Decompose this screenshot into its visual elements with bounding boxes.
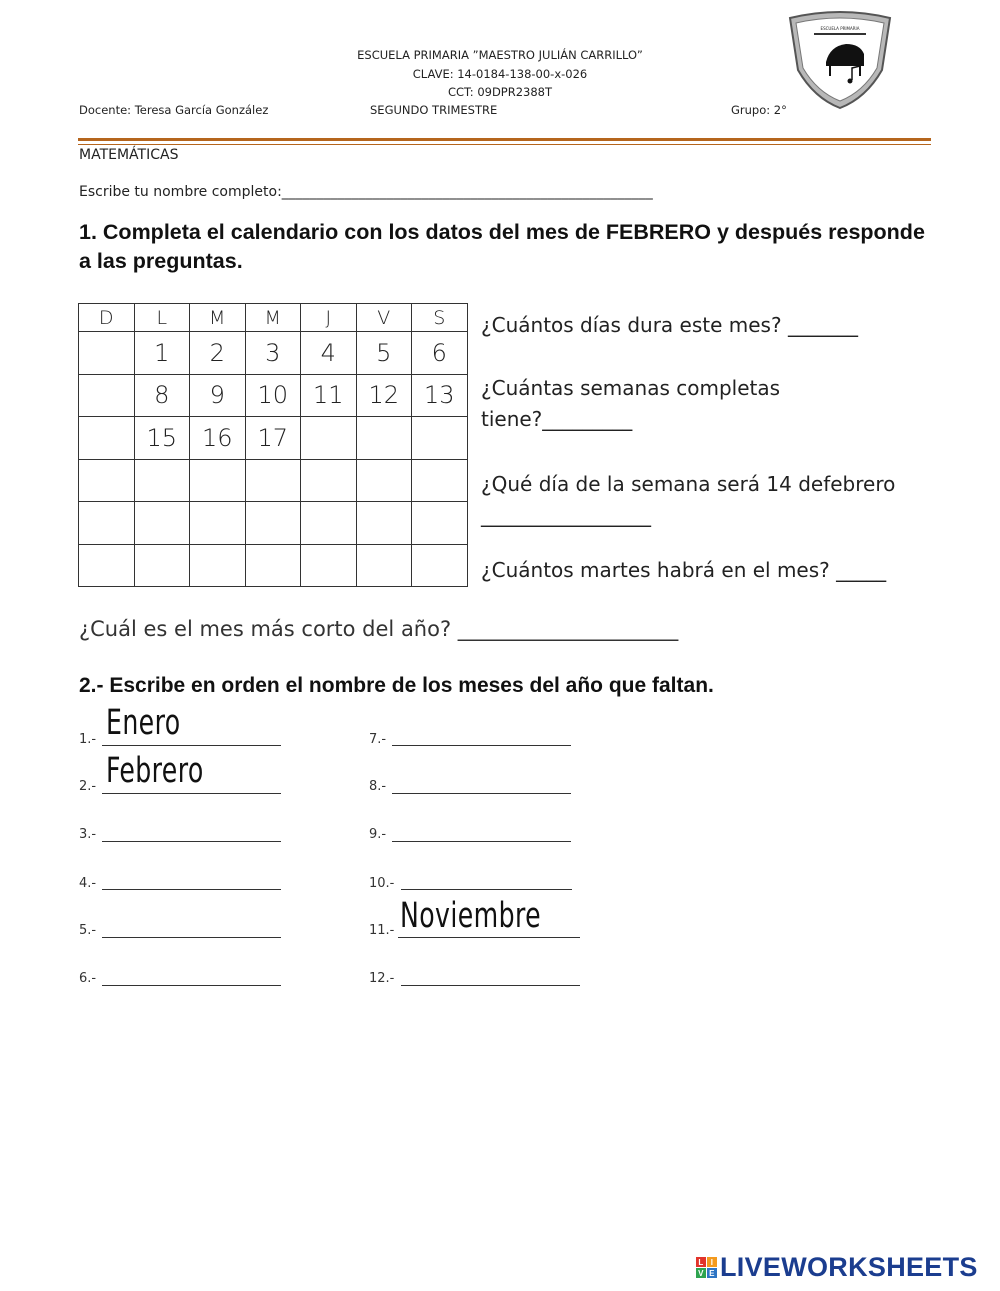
calendar-cell[interactable] [79, 544, 135, 587]
calendar-header-row [79, 304, 468, 332]
logo-text: ESCUELA PRIMARIA [820, 26, 860, 31]
month-label: 11.- [369, 923, 395, 938]
calendar-cell[interactable]: 9 [190, 374, 246, 417]
question-shortest-month[interactable]: ¿Cuál es el mes más corto del año? _____________________ [79, 617, 679, 641]
calendar-week-row [79, 459, 468, 502]
calendar-cell[interactable]: 17 [245, 417, 301, 460]
month-answer-line[interactable] [102, 745, 281, 746]
liveworksheets-wordmark: LIVEWORKSHEETS [720, 1252, 978, 1282]
month-label: 4.- [79, 876, 97, 891]
calendar-cell[interactable] [79, 459, 135, 502]
calendar-cell[interactable]: 11 [301, 374, 357, 417]
calendar-cell[interactable]: 5 [356, 332, 412, 375]
day-header: M [190, 304, 246, 332]
subject-label: MATEMÁTICAS [79, 147, 179, 163]
calendar-cell[interactable] [412, 417, 468, 460]
logo-letter: V [696, 1268, 706, 1278]
month-answer-line[interactable] [102, 889, 281, 890]
month-answer-line[interactable] [102, 985, 281, 986]
month-label: 12.- [369, 971, 395, 986]
calendar-cell[interactable]: 3 [245, 332, 301, 375]
calendar-week-row [79, 544, 468, 587]
month-answer-line[interactable] [401, 889, 572, 890]
month-answer[interactable]: Febrero [106, 751, 204, 791]
calendar-cell[interactable]: 12 [356, 374, 412, 417]
calendar-cell[interactable] [301, 459, 357, 502]
month-answer-line[interactable] [392, 745, 571, 746]
calendar-week-row [79, 502, 468, 545]
calendar-cell[interactable] [412, 459, 468, 502]
calendar-cell[interactable]: 6 [412, 332, 468, 375]
liveworksheets-icon [696, 1257, 717, 1278]
calendar-cell[interactable] [356, 502, 412, 545]
logo-letter: E [707, 1268, 717, 1278]
calendar-cell[interactable]: 13 [412, 374, 468, 417]
day-header: S [412, 304, 468, 332]
school-name: ESCUELA PRIMARIA ”MAESTRO JULIÁN CARRILLO” [357, 48, 643, 62]
month-label: 3.- [79, 827, 97, 842]
calendar-cell[interactable] [79, 374, 135, 417]
calendar-cell[interactable] [301, 417, 357, 460]
calendar-cell[interactable] [301, 544, 357, 587]
calendar-cell[interactable] [356, 417, 412, 460]
month-label: 7.- [369, 732, 387, 747]
school-logo-icon [786, 10, 894, 110]
month-label: 8.- [369, 779, 387, 794]
calendar-cell[interactable]: 4 [301, 332, 357, 375]
question-days[interactable]: ¿Cuántos días dura este mes? _______ [481, 313, 858, 337]
calendar-cell[interactable] [79, 332, 135, 375]
month-answer[interactable]: Noviembre [400, 896, 542, 936]
month-label: 10.- [369, 876, 395, 891]
month-label: 2.- [79, 779, 97, 794]
calendar-cell[interactable] [412, 502, 468, 545]
question-tuesdays[interactable]: ¿Cuántos martes habrá en el mes? _____ [481, 558, 887, 582]
month-answer-line[interactable] [392, 841, 571, 842]
calendar-cell[interactable] [301, 502, 357, 545]
calendar-cell[interactable] [190, 544, 246, 587]
day-header: M [245, 304, 301, 332]
calendar-week-row [79, 417, 468, 460]
calendar-cell[interactable] [412, 544, 468, 587]
calendar-cell[interactable] [190, 502, 246, 545]
day-header: D [79, 304, 135, 332]
calendar-cell[interactable] [134, 502, 190, 545]
month-answer-line[interactable] [392, 793, 571, 794]
term-label: SEGUNDO TRIMESTRE [370, 103, 498, 117]
calendar-cell[interactable]: 15 [134, 417, 190, 460]
day-header: L [134, 304, 190, 332]
month-label: 1.- [79, 732, 97, 747]
calendar-cell[interactable]: 8 [134, 374, 190, 417]
calendar-cell[interactable]: 2 [190, 332, 246, 375]
calendar-cell[interactable] [134, 459, 190, 502]
day-header: V [356, 304, 412, 332]
calendar-cell[interactable] [245, 544, 301, 587]
month-answer-line[interactable] [102, 841, 281, 842]
section1-title: 1. Completa el calendario con los datos del mes de FEBRERO y después responde a las preguntas. [79, 220, 925, 273]
calendar-cell[interactable] [356, 544, 412, 587]
calendar-cell[interactable]: 10 [245, 374, 301, 417]
calendar-week-row [79, 374, 468, 417]
calendar-cell[interactable]: 16 [190, 417, 246, 460]
header-divider-thin [78, 144, 931, 145]
name-field[interactable]: Escribe tu nombre completo:_____________________________________________________ [79, 184, 653, 200]
calendar-cell[interactable] [356, 459, 412, 502]
february-calendar [78, 303, 468, 587]
liveworksheets-logo[interactable] [696, 1252, 978, 1283]
month-answer-line[interactable] [102, 937, 281, 938]
calendar-cell[interactable] [245, 459, 301, 502]
month-label: 6.- [79, 971, 97, 986]
month-answer-line[interactable] [401, 985, 580, 986]
question-weekday[interactable]: ¿Qué día de la semana será 14 defebrero _________________ [481, 472, 896, 527]
month-answer-line[interactable] [102, 793, 281, 794]
month-label: 5.- [79, 923, 97, 938]
question-weeks[interactable]: ¿Cuántas semanas completas tiene?_________ [481, 376, 781, 431]
month-answer[interactable]: Enero [106, 703, 181, 743]
month-answer-line[interactable] [398, 937, 580, 938]
calendar-cell[interactable] [245, 502, 301, 545]
calendar-week-row [79, 332, 468, 375]
calendar-cell[interactable] [134, 544, 190, 587]
logo-letter: I [707, 1257, 717, 1267]
calendar-cell[interactable] [79, 502, 135, 545]
section2-title: 2.- Escribe en orden el nombre de los meses del año que faltan. [79, 674, 714, 697]
teacher-name: Docente: Teresa García González [79, 103, 269, 117]
logo-letter: L [696, 1257, 706, 1267]
calendar-cell[interactable] [190, 459, 246, 502]
calendar-cell[interactable] [79, 417, 135, 460]
month-label: 9.- [369, 827, 387, 842]
calendar-cell[interactable]: 1 [134, 332, 190, 375]
school-clave: CLAVE: 14-0184-138-00-x-026 [412, 67, 588, 81]
school-cct: CCT: 09DPR2388T [447, 85, 553, 99]
group-label: Grupo: 2° [731, 103, 787, 117]
day-header: J [301, 304, 357, 332]
header-divider [78, 138, 931, 141]
